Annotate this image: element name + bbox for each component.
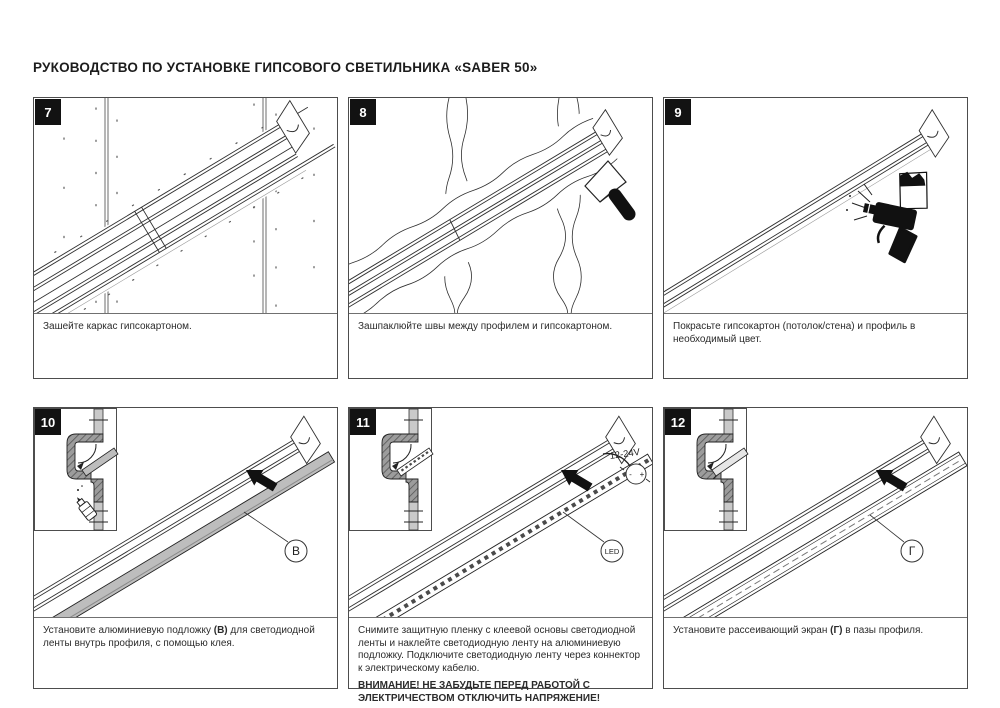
caption-step-8: Зашпаклюйте швы между профилем и гипсокартоном. (349, 313, 652, 334)
figure-aluminum-backing-install (34, 408, 337, 617)
figure-diffuser-install (664, 408, 967, 617)
panel-step-9 (663, 97, 968, 379)
caption-step-10: Установите алюминиевую подложку (В) для светодиодной ленты внутрь профиля, с помощью клея. (34, 617, 337, 650)
figure-led-strip-install (349, 408, 652, 617)
panel-step-10 (33, 407, 338, 689)
profile-channel (349, 98, 645, 313)
label-g-text: Г (908, 544, 916, 558)
figure-drywall-sheathing (34, 98, 337, 313)
panel-step-7 (33, 97, 338, 379)
step-number-badge: 10 (35, 409, 61, 435)
panel-step-12 (663, 407, 968, 689)
panel-step-11 (348, 407, 653, 704)
caption-step-11: Снимите защитную пленку с клеевой основы светодиодной ленты и наклейте светодиодную ленту на алюминиевую подложку. Подключите светодиодную ленту через коннектор к электрическому кабелю. ВНИМАНИЕ! НЕ ЗАБУДЬТЕ ПЕРЕД РАБОТОЙ С ЭЛЕКТРИЧЕСТВОМ ОТКЛЮЧИТЬ НАПРЯЖЕНИЕ! (349, 617, 652, 705)
label-led-text: LED (604, 547, 620, 556)
step-number-badge: 8 (350, 99, 376, 125)
caption-step-7: Зашейте каркас гипсокартоном. (34, 313, 337, 334)
warning-text: ВНИМАНИЕ! НЕ ЗАБУДЬТЕ ПЕРЕД РАБОТОЙ С ЭЛЕКТРИЧЕСТВОМ ОТКЛЮЧИТЬ НАПРЯЖЕНИЕ! (358, 680, 601, 704)
label-b-text: В (291, 544, 301, 558)
caption-step-12: Установите рассеивающий экран (Г) в пазы профиля. (664, 617, 967, 638)
step-number-badge: 12 (665, 409, 691, 435)
voltage-label: 12-24V (608, 446, 641, 462)
page-title: РУКОВОДСТВО ПО УСТАНОВКЕ ГИПСОВОГО СВЕТИЛЬНИКА «SABER 50» (33, 60, 538, 75)
step-number-badge: 7 (35, 99, 61, 125)
panel-step-8 (348, 97, 653, 379)
figure-puttying-seams (349, 98, 652, 313)
profile-channel (34, 98, 337, 313)
caption-step-9: Покрасьте гипсокартон (потолок/стена) и профиль в необходимый цвет. (664, 313, 967, 346)
connector-plus: + (639, 470, 645, 479)
connector-minus: - (629, 470, 632, 479)
step-number-badge: 11 (350, 409, 376, 435)
figure-painting (664, 98, 967, 313)
step-number-badge: 9 (665, 99, 691, 125)
